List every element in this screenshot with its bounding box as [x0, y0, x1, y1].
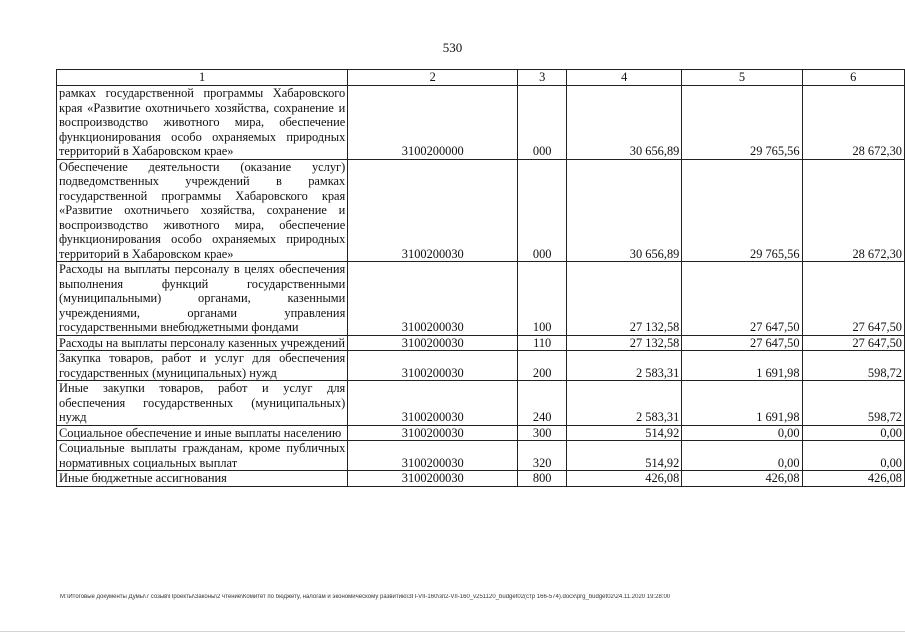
- col-header-1: 1: [57, 70, 348, 86]
- amount-2: 27 647,50: [682, 335, 802, 351]
- row-name: Расходы на выплаты персоналу в целях обеспечения выполнения функций государственными (муниципальными) органами, казенными учреждениями, органами управления государственными внебюджетными фондами: [57, 262, 348, 336]
- row-name: Расходы на выплаты персоналу казенных учреждений: [57, 335, 348, 351]
- amount-1: 514,92: [567, 425, 682, 441]
- table-row: [57, 159, 905, 262]
- amount-1: 30 656,89: [567, 86, 682, 160]
- amount-3: 426,08: [802, 471, 904, 487]
- expense-type: 300: [518, 425, 567, 441]
- budget-table: [56, 69, 905, 487]
- table-row: [57, 381, 905, 426]
- amount-1: 2 583,31: [567, 351, 682, 381]
- amount-3: 28 672,30: [802, 159, 904, 262]
- amount-2: 0,00: [682, 441, 802, 471]
- page-edge-divider: [0, 631, 905, 632]
- amount-2: 1 691,98: [682, 381, 802, 426]
- target-code: 3100200030: [348, 381, 518, 426]
- target-code: 3100200030: [348, 159, 518, 262]
- expense-type: 100: [518, 262, 567, 336]
- expense-type: 200: [518, 351, 567, 381]
- amount-3: 598,72: [802, 351, 904, 381]
- expense-type: 000: [518, 159, 567, 262]
- expense-type: 000: [518, 86, 567, 160]
- page-number: 530: [442, 40, 463, 55]
- col-header-2: 2: [348, 70, 518, 86]
- amount-1: 514,92: [567, 441, 682, 471]
- table-row: [57, 471, 905, 487]
- row-name: Социальные выплаты гражданам, кроме публичных нормативных социальных выплат: [57, 441, 348, 471]
- amount-3: 28 672,30: [802, 86, 904, 160]
- expense-type: 320: [518, 441, 567, 471]
- col-header-4: 4: [567, 70, 682, 86]
- col-header-5: 5: [682, 70, 802, 86]
- col-header-6: 6: [802, 70, 904, 86]
- target-code: 3100200030: [348, 351, 518, 381]
- row-name: Обеспечение деятельности (оказание услуг) подведомственных учреждений в рамках государственной программы Хабаровского края «Развитие охотничьего хозяйства, сохранение и воспроизводство животного мира, обеспечение функционирования особо охраняемых природных территорий в Хабаровском крае»: [57, 159, 348, 262]
- amount-1: 426,08: [567, 471, 682, 487]
- amount-1: 27 132,58: [567, 262, 682, 336]
- target-code: 3100200030: [348, 441, 518, 471]
- amount-3: 0,00: [802, 441, 904, 471]
- target-code: 3100200030: [348, 262, 518, 336]
- amount-1: 2 583,31: [567, 381, 682, 426]
- amount-3: 0,00: [802, 425, 904, 441]
- amount-1: 30 656,89: [567, 159, 682, 262]
- amount-1: 27 132,58: [567, 335, 682, 351]
- table-row: [57, 351, 905, 381]
- col-header-3: 3: [518, 70, 567, 86]
- amount-2: 1 691,98: [682, 351, 802, 381]
- footer-file-path: M:\Итоговые документы Думы\7 созыв\Проекты\Законы\2 чтение\Комитет по бюджету, налогам и экономическому развитию\ЗП-VII-160\зп2-VII-160_v251120_budget02(стр 166-574).docx\prg_budget02\24.11.2020 19:28:00: [60, 594, 671, 600]
- table-row: [57, 86, 905, 160]
- table-row: [57, 425, 905, 441]
- row-name: рамках государственной программы Хабаровского края «Развитие охотничьего хозяйства, сохранение и воспроизводство животного мира, обеспечение функционирования особо охраняемых природных территорий в Хабаровском крае»: [57, 86, 348, 160]
- expense-type: 110: [518, 335, 567, 351]
- expense-type: 240: [518, 381, 567, 426]
- amount-2: 0,00: [682, 425, 802, 441]
- table-row: [57, 441, 905, 471]
- target-code: 3100200030: [348, 471, 518, 487]
- row-name: Иные бюджетные ассигнования: [57, 471, 348, 487]
- table-row: [57, 262, 905, 336]
- target-code: 3100200030: [348, 425, 518, 441]
- row-name: Закупка товаров, работ и услуг для обеспечения государственных (муниципальных) нужд: [57, 351, 348, 381]
- target-code: 3100200000: [348, 86, 518, 160]
- amount-3: 598,72: [802, 381, 904, 426]
- row-name: Социальное обеспечение и иные выплаты населению: [57, 425, 348, 441]
- row-name: Иные закупки товаров, работ и услуг для обеспечения государственных (муниципальных) нужд: [57, 381, 348, 426]
- expense-type: 800: [518, 471, 567, 487]
- header-row: [57, 70, 905, 86]
- amount-3: 27 647,50: [802, 335, 904, 351]
- amount-2: 27 647,50: [682, 262, 802, 336]
- amount-3: 27 647,50: [802, 262, 904, 336]
- amount-2: 29 765,56: [682, 159, 802, 262]
- amount-2: 426,08: [682, 471, 802, 487]
- table-row: [57, 335, 905, 351]
- amount-2: 29 765,56: [682, 86, 802, 160]
- target-code: 3100200030: [348, 335, 518, 351]
